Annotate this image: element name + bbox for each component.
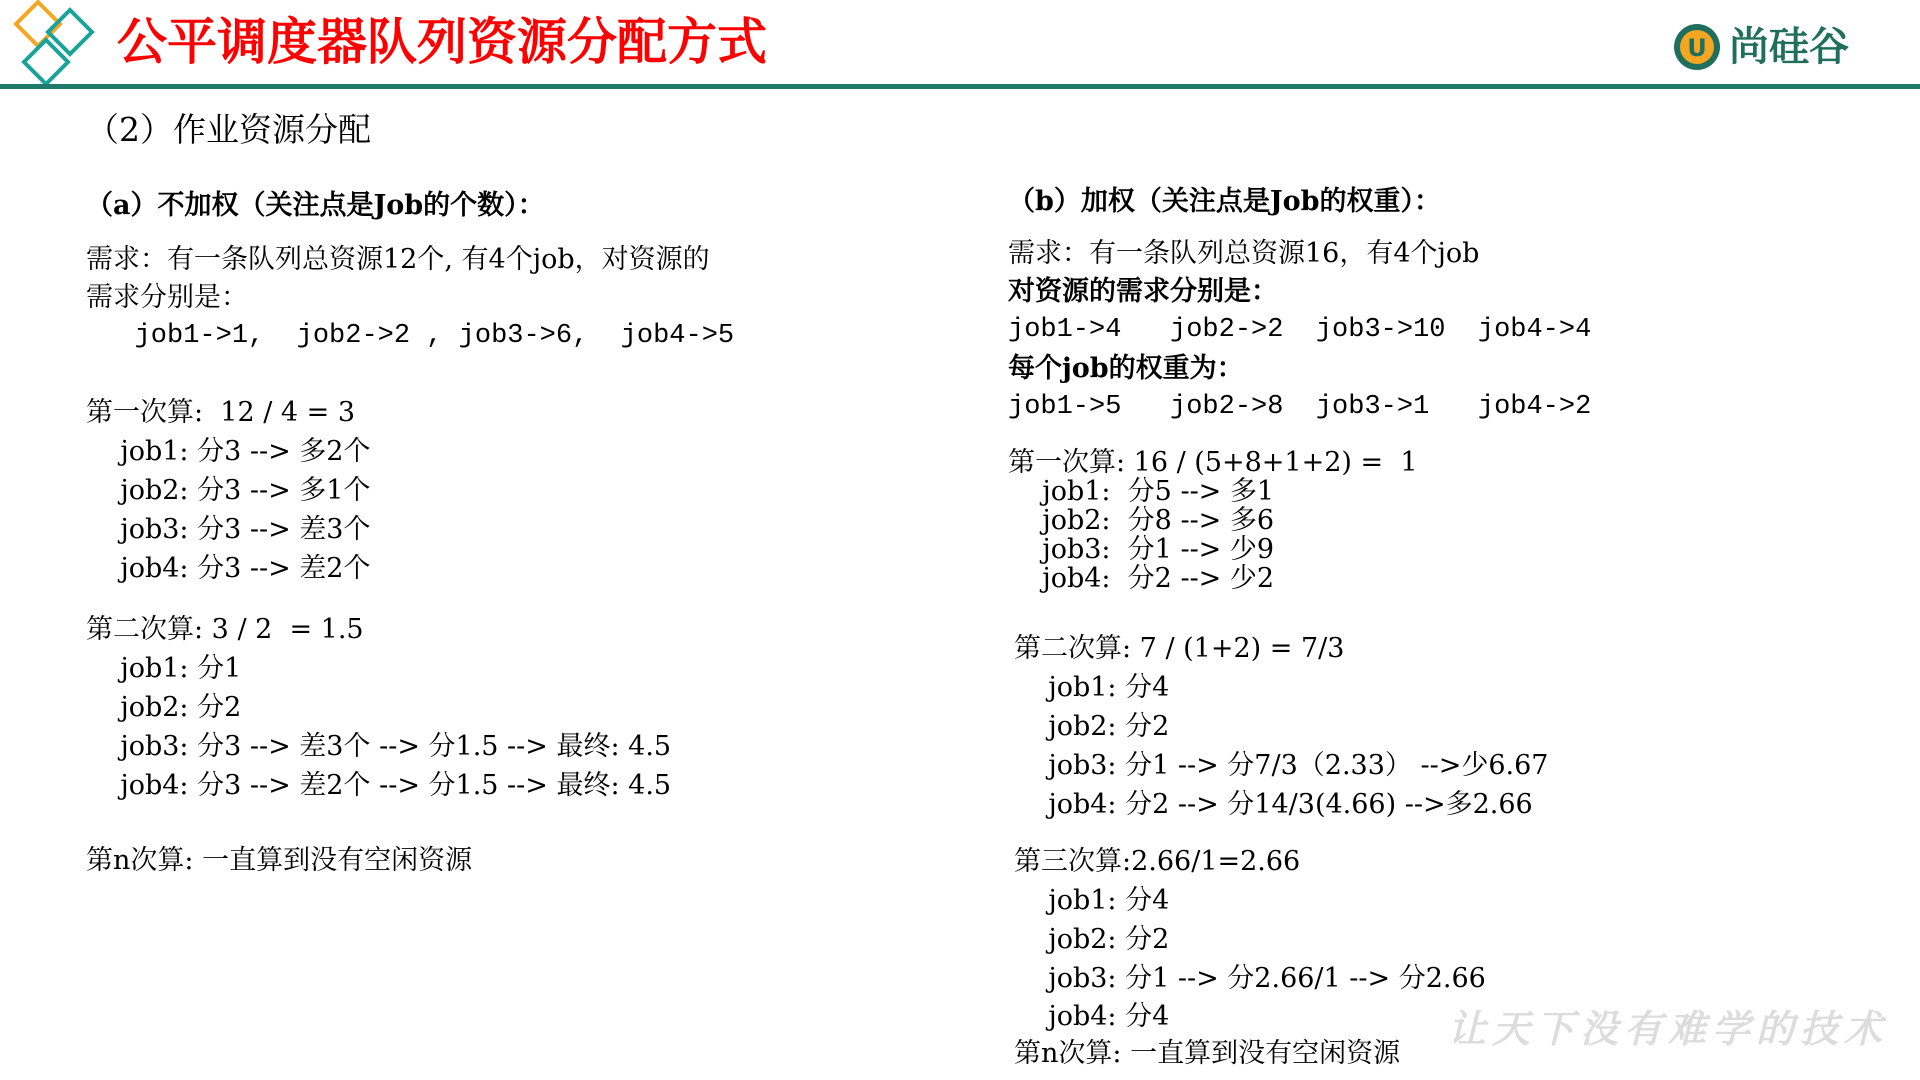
weighted-round-2-title: 第二次算: 7 / (1+2) = 7/3 bbox=[1014, 633, 1345, 664]
page-title: 公平调度器队列资源分配方式 bbox=[117, 13, 767, 71]
section-heading: （2）作业资源分配 bbox=[86, 110, 371, 149]
weighted-round-3-title: 第三次算:2.66/1=2.66 bbox=[1014, 846, 1301, 877]
unweighted-requirement-line-2: 需求分别是： bbox=[86, 282, 248, 313]
unweighted-round-1-job1: job1: 分3 --> 多2个 bbox=[86, 436, 371, 467]
weighted-job-demands: job1->4 job2->2 job3->10 job4->4 bbox=[1008, 315, 1592, 345]
watermark-slogan: 让天下没有难学的技术 bbox=[1448, 1006, 1889, 1051]
unweighted-round-1-title: 第一次算: 12 / 4 = 3 bbox=[86, 397, 356, 428]
weighted-requirement-line-1: 需求：有一条队列总资源16，有4个job bbox=[1008, 238, 1480, 269]
weighted-round-3-job4: job4: 分4 bbox=[1014, 1001, 1170, 1032]
unweighted-round-1-job3: job3: 分3 --> 差3个 bbox=[86, 514, 371, 545]
unweighted-round-2-job2: job2: 分2 bbox=[86, 692, 242, 723]
unweighted-round-n: 第n次算: 一直算到没有空闲资源 bbox=[86, 845, 473, 876]
weighted-round-1-job1: job1: 分5 --> 多1 bbox=[1008, 476, 1275, 507]
brand-name: 尚硅谷 bbox=[1729, 24, 1849, 70]
weighted-round-2-job2: job2: 分2 bbox=[1014, 711, 1170, 742]
unweighted-round-2-title: 第二次算: 3 / 2 = 1.5 bbox=[86, 614, 364, 645]
weighted-requirement-line-2: 对资源的需求分别是： bbox=[1008, 276, 1278, 307]
weighted-round-1-job3: job3: 分1 --> 少9 bbox=[1008, 534, 1275, 565]
weighted-round-2-job4: job4: 分2 --> 分14/3(4.66) -->多2.66 bbox=[1014, 789, 1533, 820]
logo-diamonds-icon bbox=[8, 0, 108, 88]
unweighted-job-demands: job1->1, job2->2 , job3->6, job4->5 bbox=[86, 321, 735, 351]
weighted-round-1-title: 第一次算: 16 / (5+8+1+2) = 1 bbox=[1008, 447, 1418, 478]
brand-logo bbox=[1672, 16, 1912, 76]
unweighted-round-2-job4: job4: 分3 --> 差2个 --> 分1.5 --> 最终: 4.5 bbox=[86, 770, 672, 801]
unweighted-heading: （a）不加权（关注点是Job的个数）： bbox=[86, 190, 545, 221]
weighted-round-3-job3: job3: 分1 --> 分2.66/1 --> 分2.66 bbox=[1014, 963, 1486, 994]
brand-badge-icon bbox=[1672, 22, 1722, 72]
unweighted-round-1-job2: job2: 分3 --> 多1个 bbox=[86, 475, 371, 506]
weighted-round-n: 第n次算: 一直算到没有空闲资源 bbox=[1014, 1038, 1401, 1069]
weighted-heading: （b）加权（关注点是Job的权重）： bbox=[1008, 186, 1442, 217]
weighted-round-3-job2: job2: 分2 bbox=[1014, 924, 1170, 955]
weighted-round-3-job1: job1: 分4 bbox=[1014, 885, 1170, 916]
header-divider bbox=[0, 84, 1920, 89]
brand-badge-letter: U bbox=[1687, 34, 1707, 62]
unweighted-round-2-job1: job1: 分1 bbox=[86, 653, 242, 684]
weighted-round-1-job4: job4: 分2 --> 少2 bbox=[1008, 563, 1275, 594]
unweighted-round-2-job3: job3: 分3 --> 差3个 --> 分1.5 --> 最终: 4.5 bbox=[86, 731, 672, 762]
weighted-weight-title: 每个job的权重为： bbox=[1008, 353, 1244, 384]
unweighted-round-1-job4: job4: 分3 --> 差2个 bbox=[86, 553, 371, 584]
weighted-round-2-job3: job3: 分1 --> 分7/3（2.33） -->少6.67 bbox=[1014, 750, 1549, 781]
unweighted-requirement-line-1: 需求：有一条队列总资源12个, 有4个job，对资源的 bbox=[86, 244, 710, 275]
weighted-round-1-job2: job2: 分8 --> 多6 bbox=[1008, 505, 1275, 536]
weighted-job-weights: job1->5 job2->8 job3->1 job4->2 bbox=[1008, 392, 1592, 422]
weighted-round-2-job1: job1: 分4 bbox=[1014, 672, 1170, 703]
